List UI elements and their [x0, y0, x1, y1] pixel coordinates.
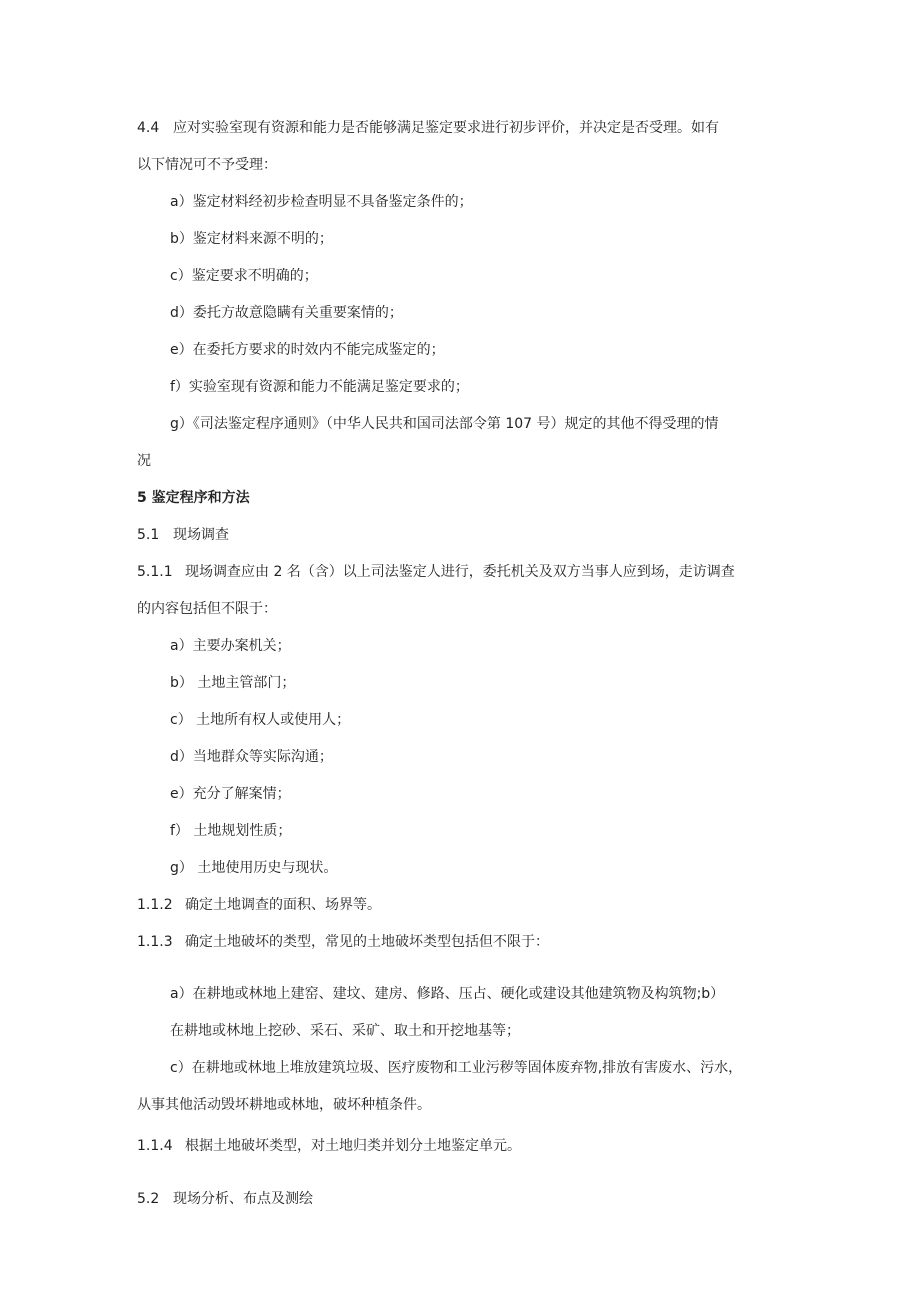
para-text: 确定土地调查的面积、场界等。 — [185, 897, 381, 913]
list-item: d）委托方故意隐瞒有关重要案情的； — [170, 305, 403, 321]
para-text: 根据土地破坏类型，对土地归类并划分土地鉴定单元。 — [185, 1138, 521, 1154]
list-item-continuation: 从事其他活动毁坏耕地或林地，破坏种植条件。 — [137, 1097, 431, 1113]
list-item: f）实验室现有资源和能力不能满足鉴定要求的； — [170, 379, 469, 395]
list-item: b）鉴定材料来源不明的； — [170, 231, 333, 247]
subsection-title: 现场分析、布点及测绘 — [173, 1191, 313, 1207]
list-item: b） 土地主管部门； — [170, 675, 296, 691]
para-text: 确定土地破坏的类型，常见的土地破坏类型包括但不限于： — [185, 934, 549, 950]
subsection-heading — [137, 526, 229, 544]
subsection-title: 现场调查 — [173, 527, 229, 543]
list-item: a）鉴定材料经初步检查明显不具备鉴定条件的； — [170, 194, 473, 210]
list-item: f） 土地规划性质； — [170, 823, 292, 839]
section-number: 1.1.4 — [137, 1138, 173, 1154]
list-item: a）在耕地或林地上建窑、建坟、建房、修路、压占、硬化或建设其他建筑物及构筑物;b） — [170, 986, 725, 1002]
para-text: 现场调查应由 2 名（含）以上司法鉴定人进行，委托机关及双方当事人应到场，走访调查 — [185, 564, 735, 580]
list-item-continuation: 况 — [137, 453, 151, 469]
list-item: g） 土地使用历史与现状。 — [170, 860, 338, 876]
list-item-continuation: 在耕地或林地上挖砂、采石、采矿、取土和开挖地基等； — [170, 1023, 520, 1039]
list-item: a）主要办案机关； — [170, 638, 291, 654]
para-1-1-2 — [137, 896, 381, 914]
list-item: e）在委托方要求的时效内不能完成鉴定的； — [170, 342, 445, 358]
list-item: c）鉴定要求不明确的； — [170, 268, 318, 284]
section-number: 5.1 — [137, 527, 160, 543]
para-5-1-1-line2: 的内容包括但不限于： — [137, 601, 277, 617]
list-item: c）在耕地或林地上堆放建筑垃圾、医疗废物和工业污秽等固体废弃物,排放有害废水、污水， — [170, 1060, 743, 1076]
para-1-1-3 — [137, 933, 549, 951]
para-4-4-line1 — [137, 119, 719, 137]
list-item: d）当地群众等实际沟通； — [170, 749, 333, 765]
section-number: 5.2 — [137, 1191, 160, 1207]
para-1-1-4 — [137, 1137, 521, 1155]
para-text: 应对实验室现有资源和能力是否能够满足鉴定要求进行初步评价，并决定是否受理。如有 — [173, 120, 719, 136]
list-item: c） 土地所有权人或使用人； — [170, 712, 351, 728]
para-5-1-1-line1 — [137, 563, 735, 581]
para-4-4-line2: 以下情况可不予受理： — [137, 157, 277, 173]
section-number: 1.1.3 — [137, 934, 173, 950]
section-heading: 5 鉴定程序和方法 — [137, 490, 250, 506]
list-item: g）《司法鉴定程序通则》（中华人民共和国司法部令第 107 号）规定的其他不得受理的情 — [170, 416, 719, 432]
section-number: 5.1.1 — [137, 564, 173, 580]
section-number: 1.1.2 — [137, 897, 173, 913]
section-number: 4.4 — [137, 120, 160, 136]
subsection-heading — [137, 1190, 313, 1208]
list-item: e）充分了解案情； — [170, 786, 291, 802]
